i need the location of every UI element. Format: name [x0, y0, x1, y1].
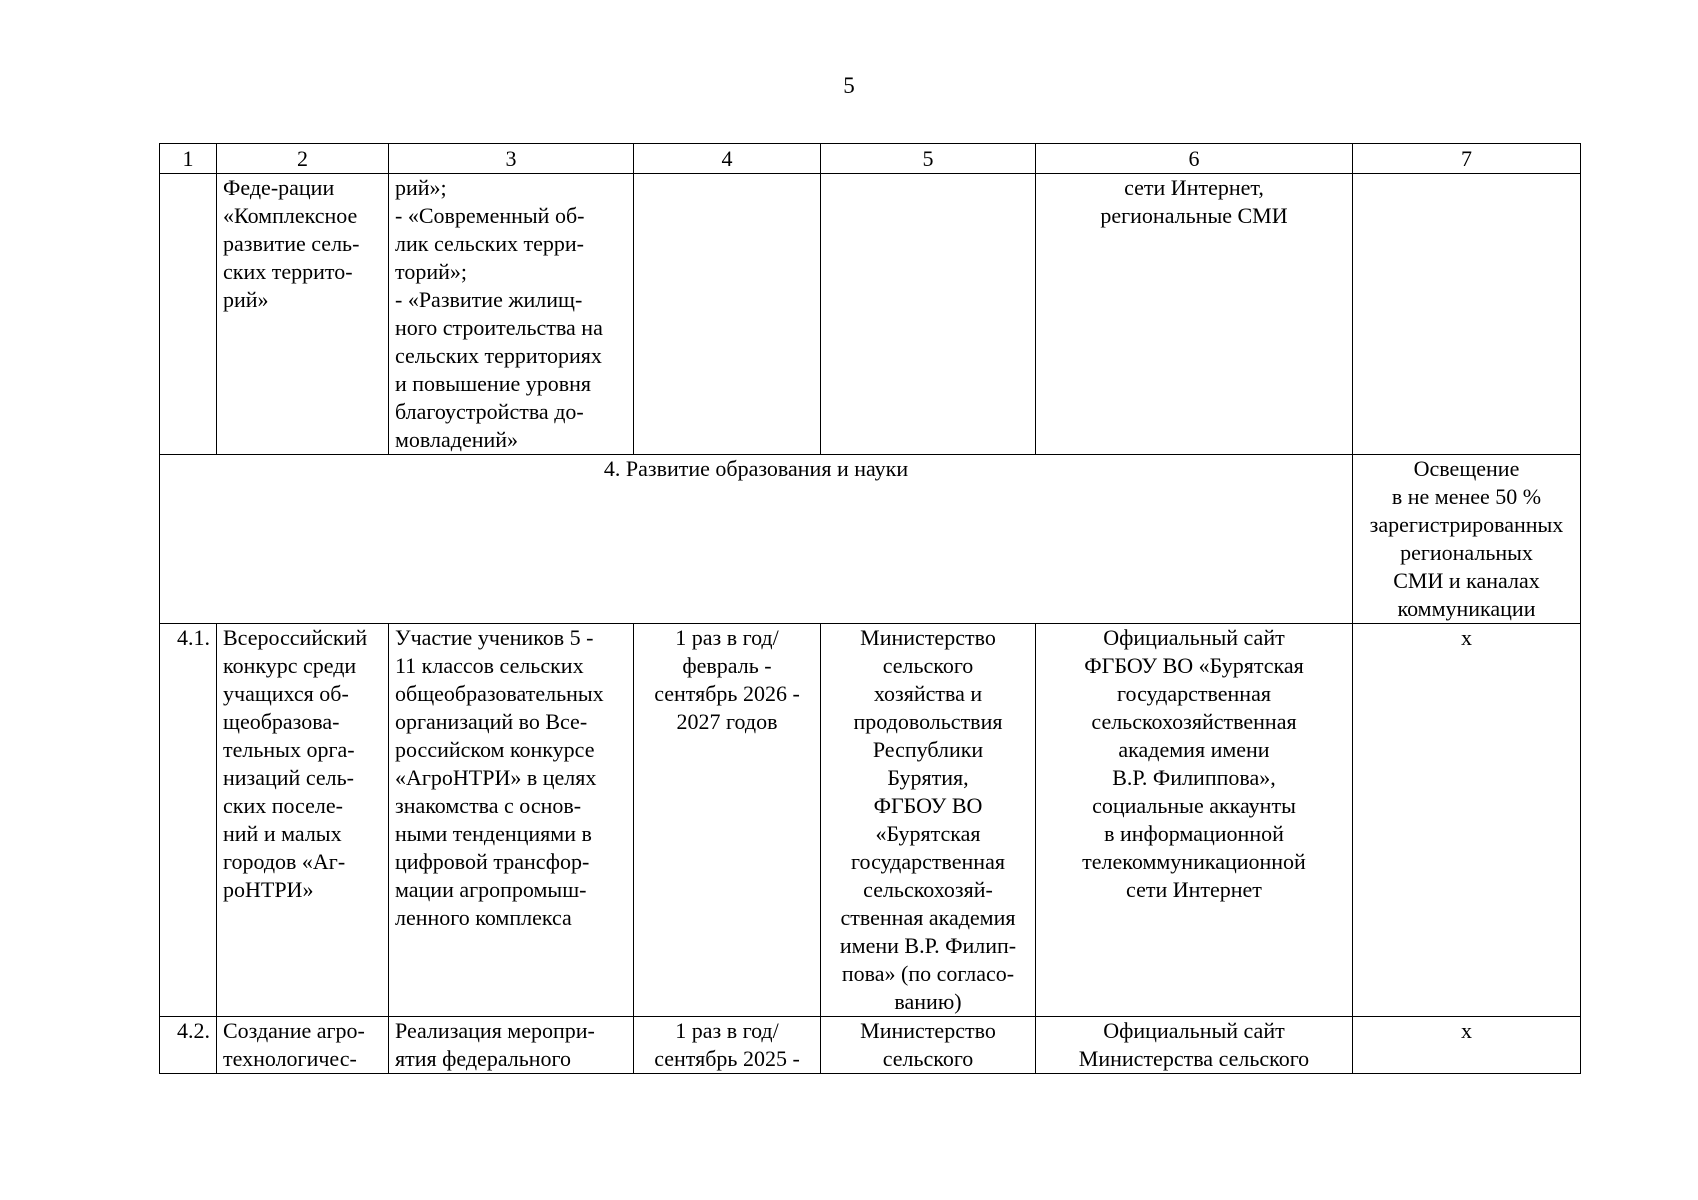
section-indicator: Освещение в не менее 50 % зарегистрированных региональных СМИ и каналах коммуникации — [1353, 455, 1581, 624]
cell-event-name: Всероссийский конкурс среди учащихся об- щеобразова- тельных орга- низаций сель- ских поселе- ний и малых городов «Аг- роНТРИ» — [217, 624, 389, 1017]
column-header: 6 — [1036, 144, 1353, 174]
events-table — [159, 143, 1581, 1074]
column-header: 3 — [389, 144, 634, 174]
table-row-continuation — [160, 174, 1581, 455]
table-header-row — [160, 144, 1581, 174]
cell-indicator: х — [1353, 624, 1581, 1017]
cell-responsible: Министерство сельского хозяйства и продовольствия Республики Бурятия, ФГБОУ ВО «Бурятская государственная сельскохозяй- ственная академия имени В.Р. Филип- пова» (по согласо- ванию) — [821, 624, 1036, 1017]
cell-responsible — [821, 174, 1036, 455]
table-row-4-2 — [160, 1017, 1581, 1074]
cell-channels: Официальный сайт ФГБОУ ВО «Бурятская государственная сельскохозяйственная академия имени В.Р. Филиппова», социальные аккаунты в информационной телекоммуникационной сети Интернет — [1036, 624, 1353, 1017]
cell-responsible: Министерство сельского — [821, 1017, 1036, 1074]
cell-indicator: х — [1353, 1017, 1581, 1074]
cell-period: 1 раз в год/ сентябрь 2025 - — [634, 1017, 821, 1074]
section-row — [160, 455, 1581, 624]
cell-description: рий»; - «Современный об- лик сельских терри- торий»; - «Развитие жилищ- ного строительства на сельских территориях и повышение уровня благоустройства до- мовладений» — [389, 174, 634, 455]
cell-period: 1 раз в год/ февраль - сентябрь 2026 - 2027 годов — [634, 624, 821, 1017]
cell-event-name: Создание агро- технологичес- — [217, 1017, 389, 1074]
table-row-4-1 — [160, 624, 1581, 1017]
cell-number: 4.2. — [160, 1017, 217, 1074]
cell-number — [160, 174, 217, 455]
cell-period — [634, 174, 821, 455]
column-header: 4 — [634, 144, 821, 174]
page-number: 5 — [843, 73, 855, 98]
cell-indicator — [1353, 174, 1581, 455]
cell-description: Участие учеников 5 - 11 классов сельских общеобразовательных организаций во Все- российском конкурсе «АгроНТРИ» в целях знакомства с основ- ными тенденциями в цифровой трансфор- мации агропромыш- ленного комплекса — [389, 624, 634, 1017]
column-header: 2 — [217, 144, 389, 174]
section-title: 4. Развитие образования и науки — [160, 455, 1353, 624]
column-header: 7 — [1353, 144, 1581, 174]
column-header: 5 — [821, 144, 1036, 174]
cell-channels: Официальный сайт Министерства сельского — [1036, 1017, 1353, 1074]
column-header: 1 — [160, 144, 217, 174]
cell-channels: сети Интернет, региональные СМИ — [1036, 174, 1353, 455]
cell-event-name: Феде-рации «Комплексное развитие сель- ских террито- рий» — [217, 174, 389, 455]
cell-description: Реализация меропри- ятия федерального — [389, 1017, 634, 1074]
cell-number: 4.1. — [160, 624, 217, 1017]
